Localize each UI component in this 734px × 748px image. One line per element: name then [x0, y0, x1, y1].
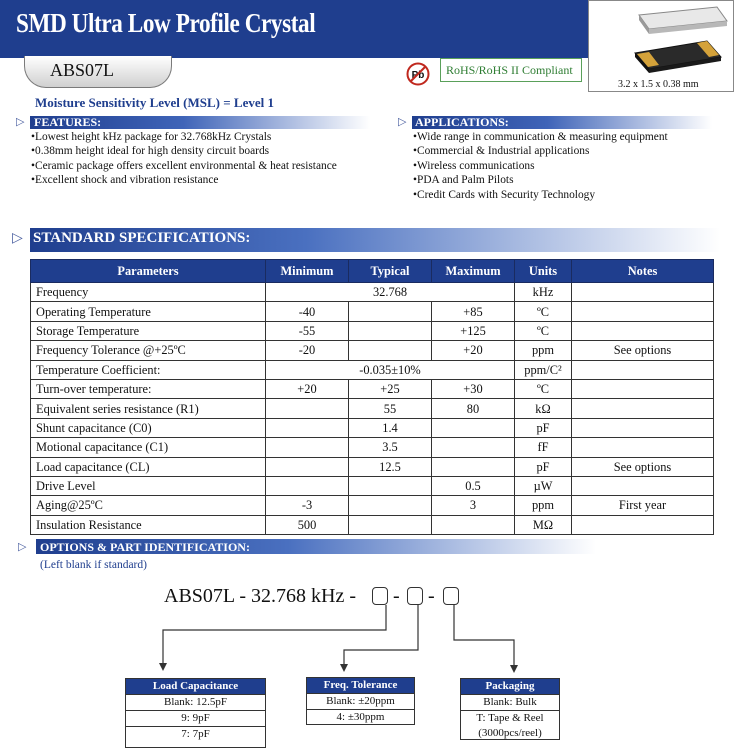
cell-notes: See options — [572, 457, 714, 476]
cell-param: Storage Temperature — [31, 321, 266, 340]
list-item: • Ceramic package offers excellent environmental & heat resistance — [31, 159, 337, 173]
packaging-row: (3000pcs/reel) — [478, 727, 542, 739]
col-header: Notes — [572, 260, 714, 283]
cell-notes: See options — [572, 341, 714, 360]
cell-units: ppm/C² — [515, 360, 572, 379]
options-note: (Left blank if standard) — [40, 559, 147, 571]
features-arrow-icon: ▷ — [16, 116, 25, 128]
applications-arrow-icon: ▷ — [398, 116, 407, 128]
cell-param: Insulation Resistance — [31, 515, 266, 534]
col-header: Maximum — [432, 260, 515, 283]
list-item: • Wide range in communication & measuring equipment — [413, 130, 668, 144]
pb-label: Pb — [411, 70, 425, 81]
packaging-row: Blank: Bulk — [461, 694, 559, 710]
cell-units: kΩ — [515, 399, 572, 418]
load-capacitance-row: 7: 7pF — [126, 726, 265, 742]
cell-min: -40 — [266, 302, 349, 321]
features-title: FEATURES: — [34, 115, 102, 129]
freq-tolerance-row: 4: ±30ppm — [307, 709, 414, 725]
cell-min: 500 — [266, 515, 349, 534]
list-item: • PDA and Palm Pilots — [413, 173, 668, 187]
list-item: • Lowest height kHz package for 32.768kHz Crystals — [31, 130, 337, 144]
cell-max: 80 — [432, 399, 515, 418]
cell-units: kHz — [515, 283, 572, 302]
cell-typ: 55 — [349, 399, 432, 418]
col-header: Units — [515, 260, 572, 283]
cell-units: ppm — [515, 496, 572, 515]
cell-param: Motional capacitance (C1) — [31, 438, 266, 457]
list-item: • Commercial & Industrial applications — [413, 144, 668, 158]
rohs-text: RoHS/RoHS II Compliant — [446, 63, 573, 77]
col-header: Minimum — [266, 260, 349, 283]
cell-param: Turn-over temperature: — [31, 379, 266, 398]
dimensions: 3.2 x 1.5 x 0.38 mm — [618, 79, 699, 90]
packaging-title: Packaging — [461, 679, 559, 694]
freq-tolerance-box — [306, 677, 415, 725]
list-item: • Credit Cards with Security Technology — [413, 188, 668, 202]
cell-min: +20 — [266, 379, 349, 398]
packaging-row: T: Tape & Reel — [461, 710, 559, 726]
load-capacitance-title: Load Capacitance — [126, 679, 265, 694]
col-header: Typical — [349, 260, 432, 283]
cell-typ: 12.5 — [349, 457, 432, 476]
part-number: ABS07L — [50, 60, 115, 80]
cell-max: +125 — [432, 321, 515, 340]
specs-arrow-icon: ▷ — [12, 231, 23, 246]
cell-param: Equivalent series resistance (R1) — [31, 399, 266, 418]
cell-param: Aging@25ºC — [31, 496, 266, 515]
page-title: SMD Ultra Low Profile Crystal — [16, 8, 316, 38]
cell-notes: First year — [572, 496, 714, 515]
load-capacitance-row: Blank: 12.5pF — [126, 694, 265, 710]
cell-param: Frequency — [31, 283, 266, 302]
cell-param: Temperature Coefficient: — [31, 360, 266, 379]
cell-param: Shunt capacitance (C0) — [31, 418, 266, 437]
cell-typ: -0.035±10% — [266, 360, 515, 379]
msl-level: Moisture Sensitivity Level (MSL) = Level 1 — [35, 95, 274, 110]
list-item: • Excellent shock and vibration resistance — [31, 173, 337, 187]
packaging-box — [460, 678, 560, 740]
cell-max: +20 — [432, 341, 515, 360]
option-dash: - — [393, 585, 400, 607]
cell-typ: 3.5 — [349, 438, 432, 457]
options-title: OPTIONS & PART IDENTIFICATION: — [40, 540, 250, 554]
cell-units: pF — [515, 457, 572, 476]
cell-param: Frequency Tolerance @+25ºC — [31, 341, 266, 360]
applications-title: APPLICATIONS: — [415, 115, 509, 129]
freq-tolerance-title: Freq. Tolerance — [307, 678, 414, 693]
part-number-string: ABS07L - 32.768 kHz - — [164, 585, 357, 607]
cell-typ: 32.768 — [266, 283, 515, 302]
specs-title: STANDARD SPECIFICATIONS: — [33, 230, 251, 246]
cell-units: ºC — [515, 321, 572, 340]
cell-units: pF — [515, 418, 572, 437]
cell-units: ºC — [515, 379, 572, 398]
cell-min: -55 — [266, 321, 349, 340]
option-dash: - — [428, 585, 435, 607]
cell-units: fF — [515, 438, 572, 457]
cell-units: ppm — [515, 341, 572, 360]
cell-param: Load capacitance (CL) — [31, 457, 266, 476]
cell-min: -20 — [266, 341, 349, 360]
options-arrow-icon: ▷ — [18, 541, 27, 553]
cell-typ: 1.4 — [349, 418, 432, 437]
col-header: Parameters — [31, 260, 266, 283]
cell-param: Operating Temperature — [31, 302, 266, 321]
cell-param: Drive Level — [31, 476, 266, 495]
list-item: • Wireless communications — [413, 159, 668, 173]
cell-min: -3 — [266, 496, 349, 515]
load-capacitance-row: 9: 9pF — [126, 710, 265, 726]
freq-tolerance-row: Blank: ±20ppm — [307, 693, 414, 709]
cell-max: 3 — [432, 496, 515, 515]
cell-units: ºC — [515, 302, 572, 321]
cell-units: MΩ — [515, 515, 572, 534]
cell-max: 0.5 — [432, 476, 515, 495]
cell-max: +30 — [432, 379, 515, 398]
load-capacitance-box — [125, 678, 266, 748]
cell-units: µW — [515, 476, 572, 495]
cell-max: +85 — [432, 302, 515, 321]
list-item: • 0.38mm height ideal for high density circuit boards — [31, 144, 337, 158]
cell-typ: +25 — [349, 379, 432, 398]
